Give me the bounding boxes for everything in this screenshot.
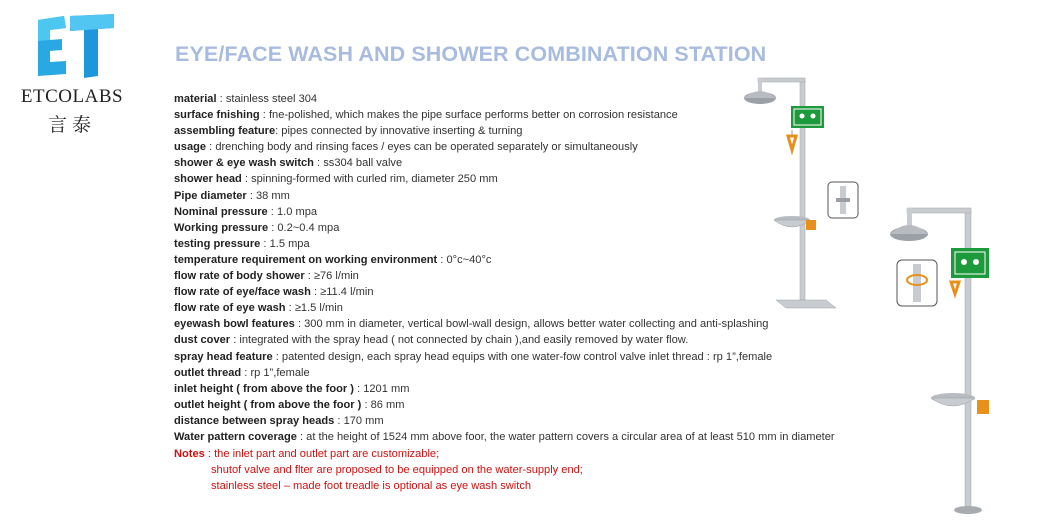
spec-separator: : — [246, 189, 257, 202]
spec-value: patented design, each spray head equips with one water-fow control valve inlet thread : rp 1”,female — [281, 350, 773, 363]
spec-separator: : — [267, 205, 277, 218]
spec-value: drenching body and rinsing faces / eyes can be operated separately or simultaneously — [215, 141, 638, 154]
notes-block — [174, 446, 874, 494]
spec-separator: : — [294, 318, 305, 331]
spec-separator: : — [334, 414, 344, 427]
spec-separator: : — [285, 302, 295, 315]
spec-value: 170 mm — [343, 414, 384, 427]
spec-line — [174, 365, 874, 381]
spec-label: flow rate of eye wash — [174, 302, 286, 315]
spec-value: ≥11.4 l/min — [320, 286, 374, 299]
product-image-station-2 — [885, 196, 1025, 520]
spec-value: 300 mm in diameter, vertical bowl-wall design, allows better water collecting and anti-splashing — [304, 318, 769, 331]
spec-value: ss304 ball valve — [323, 157, 403, 170]
spec-label: Nominal pressure — [174, 205, 268, 218]
spec-value: 1.0 mpa — [276, 205, 318, 218]
spec-value: 38 mm — [256, 189, 290, 202]
note-line-1 — [174, 446, 874, 462]
spec-value: rp 1”,female — [250, 366, 310, 379]
spec-label: material — [174, 93, 217, 105]
product-image-station-1 — [736, 70, 866, 310]
spec-separator: : — [260, 237, 270, 250]
spec-value: ≥1.5 l/min — [294, 302, 343, 315]
spec-value: at the height of 1524 mm above foor, the water pattern covers a circular area of at least 510 mm in diameter — [306, 430, 835, 443]
spec-separator: : — [437, 253, 447, 266]
spec-separator: : — [230, 334, 240, 347]
spec-separator: : — [272, 350, 282, 363]
note-text-1: : the inlet part and outlet part are customizable; — [204, 448, 440, 460]
spec-label: flow rate of eye/face wash — [174, 286, 311, 299]
spec-value: 1201 mm — [363, 382, 410, 395]
spec-label: Water pattern coverage — [174, 430, 297, 443]
spec-separator: : — [259, 109, 269, 122]
spec-value: 1.5 mpa — [269, 237, 310, 250]
spec-separator: : — [361, 398, 371, 411]
spec-value: integrated with the spray head ( not connected by chain ),and easily removed by water flow. — [239, 334, 689, 347]
spec-line — [174, 413, 874, 429]
spec-value: fne-polished, which makes the pipe surface performs better on corrosion resistance — [268, 109, 678, 122]
spec-label: shower & eye wash switch — [174, 157, 314, 170]
spec-separator: : — [275, 125, 282, 138]
spec-value: spinning-formed with curled rim, diameter 250 mm — [251, 173, 498, 186]
spec-label: outlet thread — [174, 366, 242, 379]
company-name-chinese: 言泰 — [47, 114, 96, 136]
spec-line — [174, 316, 874, 332]
spec-line — [174, 397, 874, 413]
spec-value: stainless steel 304 — [225, 93, 318, 105]
spec-separator: : — [296, 430, 307, 443]
spec-value: 0°c~40°c — [446, 253, 492, 266]
spec-label: spray head feature — [174, 350, 273, 363]
company-name: ETCOLABS — [20, 86, 124, 107]
et-logo-mark-icon — [30, 12, 120, 84]
spec-separator: : — [241, 366, 251, 379]
spec-label: distance between spray heads — [174, 414, 335, 427]
spec-line — [174, 332, 874, 348]
spec-separator: : — [353, 382, 364, 395]
spec-value: 86 mm — [370, 398, 405, 411]
spec-separator: : — [216, 93, 226, 105]
spec-line — [174, 349, 874, 365]
spec-label: Pipe diameter — [174, 189, 247, 202]
spec-value: 0.2~0.4 mpa — [277, 221, 340, 234]
spec-label: outlet height ( from above the foor ) — [174, 398, 362, 411]
spec-label: flow rate of body shower — [174, 270, 305, 283]
spec-label: shower head — [174, 173, 242, 186]
spec-value: pipes connected by innovative inserting & turning — [281, 125, 523, 138]
notes-label: Notes — [174, 448, 205, 460]
spec-label: usage — [174, 141, 207, 154]
spec-value: ≥76 l/min — [313, 270, 359, 283]
spec-label: testing pressure — [174, 237, 261, 250]
spec-separator: : — [206, 141, 216, 154]
page-title: EYE/FACE WASH AND SHOWER COMBINATION STATION — [175, 42, 767, 66]
spec-separator: : — [304, 270, 314, 283]
spec-label: eyewash bowl features — [174, 318, 295, 331]
spec-line — [174, 381, 874, 397]
spec-separator: : — [241, 173, 252, 186]
spec-label: inlet height ( from above the foor ) — [174, 382, 354, 395]
spec-label: Working pressure — [174, 221, 269, 234]
spec-label: dust cover — [174, 334, 231, 347]
spec-label: assembling feature — [174, 125, 276, 138]
note-line-2: shutof valve and flter are proposed to be equipped on the water-supply end; — [211, 464, 583, 477]
spec-line — [174, 429, 874, 445]
spec-separator: : — [313, 157, 324, 170]
spec-label: surface fnishing — [174, 109, 260, 122]
spec-label: temperature requirement on working environment — [174, 253, 438, 266]
spec-separator: : — [310, 286, 321, 299]
note-line-3: stainless steel – made foot treadle is optional as eye wash switch — [211, 480, 532, 493]
company-logo — [8, 12, 128, 136]
spec-separator: : — [268, 221, 278, 234]
